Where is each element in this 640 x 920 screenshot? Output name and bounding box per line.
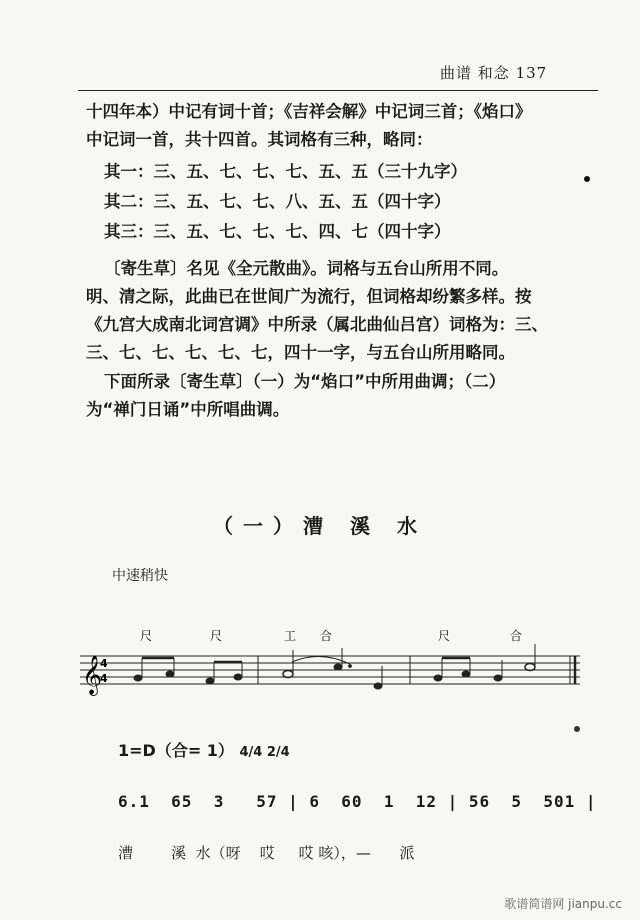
time-signature-numerator: 4 xyxy=(100,657,108,670)
body-line-4: 其二：三、五、七、七、八、五、五（四十字） xyxy=(104,192,451,211)
note-head xyxy=(434,675,442,681)
note-head xyxy=(494,675,502,681)
time-signature-denominator: 4 xyxy=(100,672,108,685)
gongche-mark: 尺 xyxy=(140,629,153,643)
gongche-mark: 合 xyxy=(320,629,333,643)
gongche-mark: 工 xyxy=(284,629,297,643)
body-line-8: 《九宫大成南北词宫调》中所录（属北曲仙吕宫）词格为：三、 xyxy=(86,315,548,334)
note-head xyxy=(166,671,174,677)
gongche-mark: 尺 xyxy=(210,629,223,643)
piece-title: （一）漕 溪 水 xyxy=(213,514,427,538)
jianpu-notation: 6.1 65 3 57 | 6 60 1 12 | 56 5 501 | xyxy=(118,792,597,811)
key-signature: 1=D（合= 1） xyxy=(118,741,234,760)
body-line-5: 其三：三、五、七、七、七、四、七（四十字） xyxy=(104,222,451,241)
tempo-marking: 中速稍快 xyxy=(112,568,168,584)
body-line-9: 三、七、七、七、七、七，四十一字，与五台山所用略同。 xyxy=(86,343,515,362)
gongche-mark: 合 xyxy=(510,629,523,643)
running-title: 曲谱 和念 xyxy=(440,64,510,82)
music-staff xyxy=(70,620,590,700)
body-line-2: 中记词一首，共十四首。其词格有三种，略同： xyxy=(86,130,433,149)
body-line-11: 为“禅门日诵”中所唱曲调。 xyxy=(86,400,290,419)
note-head xyxy=(525,664,535,671)
note-head xyxy=(134,675,142,681)
note-head xyxy=(374,683,382,689)
body-line-1: 十四年本）中记有词十首；《吉祥会解》中记词三首；《焰口》 xyxy=(86,102,532,121)
ink-dot xyxy=(574,726,580,732)
note-head xyxy=(283,671,293,678)
note-head xyxy=(234,674,242,680)
lyrics: 漕 溪 水（呀 哎 哎 咳），— 派 xyxy=(118,844,415,862)
running-header xyxy=(440,62,547,83)
body-line-10: 下面所录〔寄生草〕（一）为“焰口”中所用曲调；（二） xyxy=(104,372,506,391)
body-line-7: 明、清之际，此曲已在世间广为流行，但词格却纷繁多样。按 xyxy=(86,287,532,306)
page-number: 137 xyxy=(515,64,548,82)
gongche-mark: 尺 xyxy=(438,629,451,643)
note-head xyxy=(462,671,470,677)
dot xyxy=(349,665,352,668)
treble-clef-icon: 𝄞 xyxy=(82,655,103,695)
ink-dot xyxy=(584,176,590,182)
body-line-6: 〔寄生草〕名见《全元散曲》。词格与五台山所用不同。 xyxy=(104,259,509,278)
watermark: 歌谱简谱网 jianpu.cc xyxy=(504,897,622,911)
body-line-3: 其一：三、五、七、七、七、五、五（三十九字） xyxy=(104,162,467,181)
note-head xyxy=(334,664,342,670)
header-rule xyxy=(78,90,598,91)
note-head xyxy=(206,678,214,684)
time-signature: 4/4 2/4 xyxy=(239,745,290,760)
key-signature-line xyxy=(118,738,290,761)
